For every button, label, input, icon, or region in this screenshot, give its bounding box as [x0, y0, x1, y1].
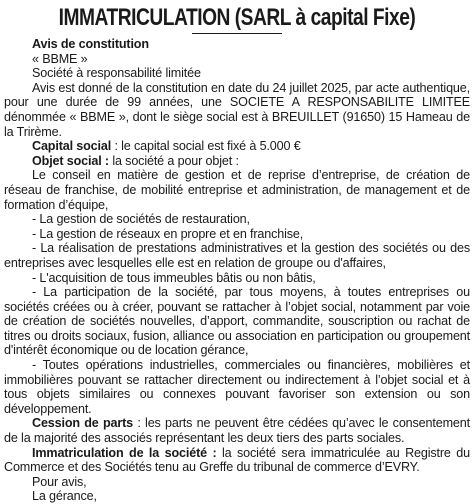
object-item: - La gestion de sociétés de restauration,: [32, 212, 250, 227]
object-item: - La participation de la société, par tous moyens, à toutes entreprises ou sociétés créées ou à créer, pouvant se rattacher à l’objet social, notamment par voie de création de sociétés nouvelles, d’apport, commandite, souscription ou rachat de titres ou droits sociaux, fusion, alliance ou association en participation ou groupement d'intérêt économique ou de location gérance,: [4, 285, 470, 358]
registration-label: Immatriculation de la société :: [32, 445, 217, 460]
capital-paragraph: [4, 139, 470, 154]
company-type: Société à responsabilité limitée: [32, 66, 201, 81]
object-label: Objet social :: [32, 153, 109, 168]
object-paragraph: [4, 154, 470, 169]
transfer-text: : les parts ne peuvent être cédées qu’avec le consentement de la majorité des associés représentant les deux tiers des parts sociales.: [4, 416, 470, 446]
signature-line: La gérance,: [32, 489, 97, 504]
registration-paragraph: [4, 446, 470, 475]
notice-body: [4, 37, 470, 504]
notice-headline: IMMATRICULATION (SARL à capital Fixe): [58, 4, 416, 31]
transfer-label: Cession de parts: [32, 416, 134, 431]
object-item: - L'acquisition de tous immeubles bâtis ou non bâtis,: [32, 270, 316, 285]
object-intro: la société a pour objet :: [108, 153, 239, 168]
headline-underline: [192, 33, 282, 34]
object-item: - La gestion de réseaux en propre et en franchise,: [32, 226, 304, 241]
closing-line: Pour avis,: [32, 474, 87, 489]
object-item: - La réalisation de prestations administratives et la gestion des sociétés ou des entreprises avec lesquelles elle est en relation de groupe ou d'affaires,: [4, 241, 470, 270]
company-name: « BBME »: [32, 51, 88, 66]
intro-paragraph: Avis est donné de la constitution en date du 24 juillet 2025, par acte authentique, pour une durée de 99 années, une SOCIETE A RESPONSABILITE LIMITEE dénommée « BBME », dont le siège social est à BREUILLET (91650) 15 Hameau de la Trirème.: [4, 80, 470, 139]
registration-text: la société sera immatriculée au Registre du Commerce et des Sociétés tenu au Greffe du tribunal de commerce d’EVRY.: [4, 445, 470, 475]
transfer-paragraph: [4, 416, 470, 445]
object-main: Le conseil en matière de gestion et de reprise d’entreprise, de création de réseau de franchise, de mobilité entreprise et administration, de management et de formation d’équipe,: [4, 168, 470, 212]
capital-label: Capital social: [32, 139, 112, 154]
object-item: - Toutes opérations industrielles, commerciales ou financières, mobilières et immobilières pouvant se rattacher directement ou indirectement à l’objet social et à tous objets similaires ou connexes pouvant favoriser son extension ou son développement.: [4, 358, 470, 416]
notice-heading: Avis de constitution: [32, 37, 149, 51]
capital-text: : le capital social est fixé à 5.000 €: [111, 139, 301, 154]
